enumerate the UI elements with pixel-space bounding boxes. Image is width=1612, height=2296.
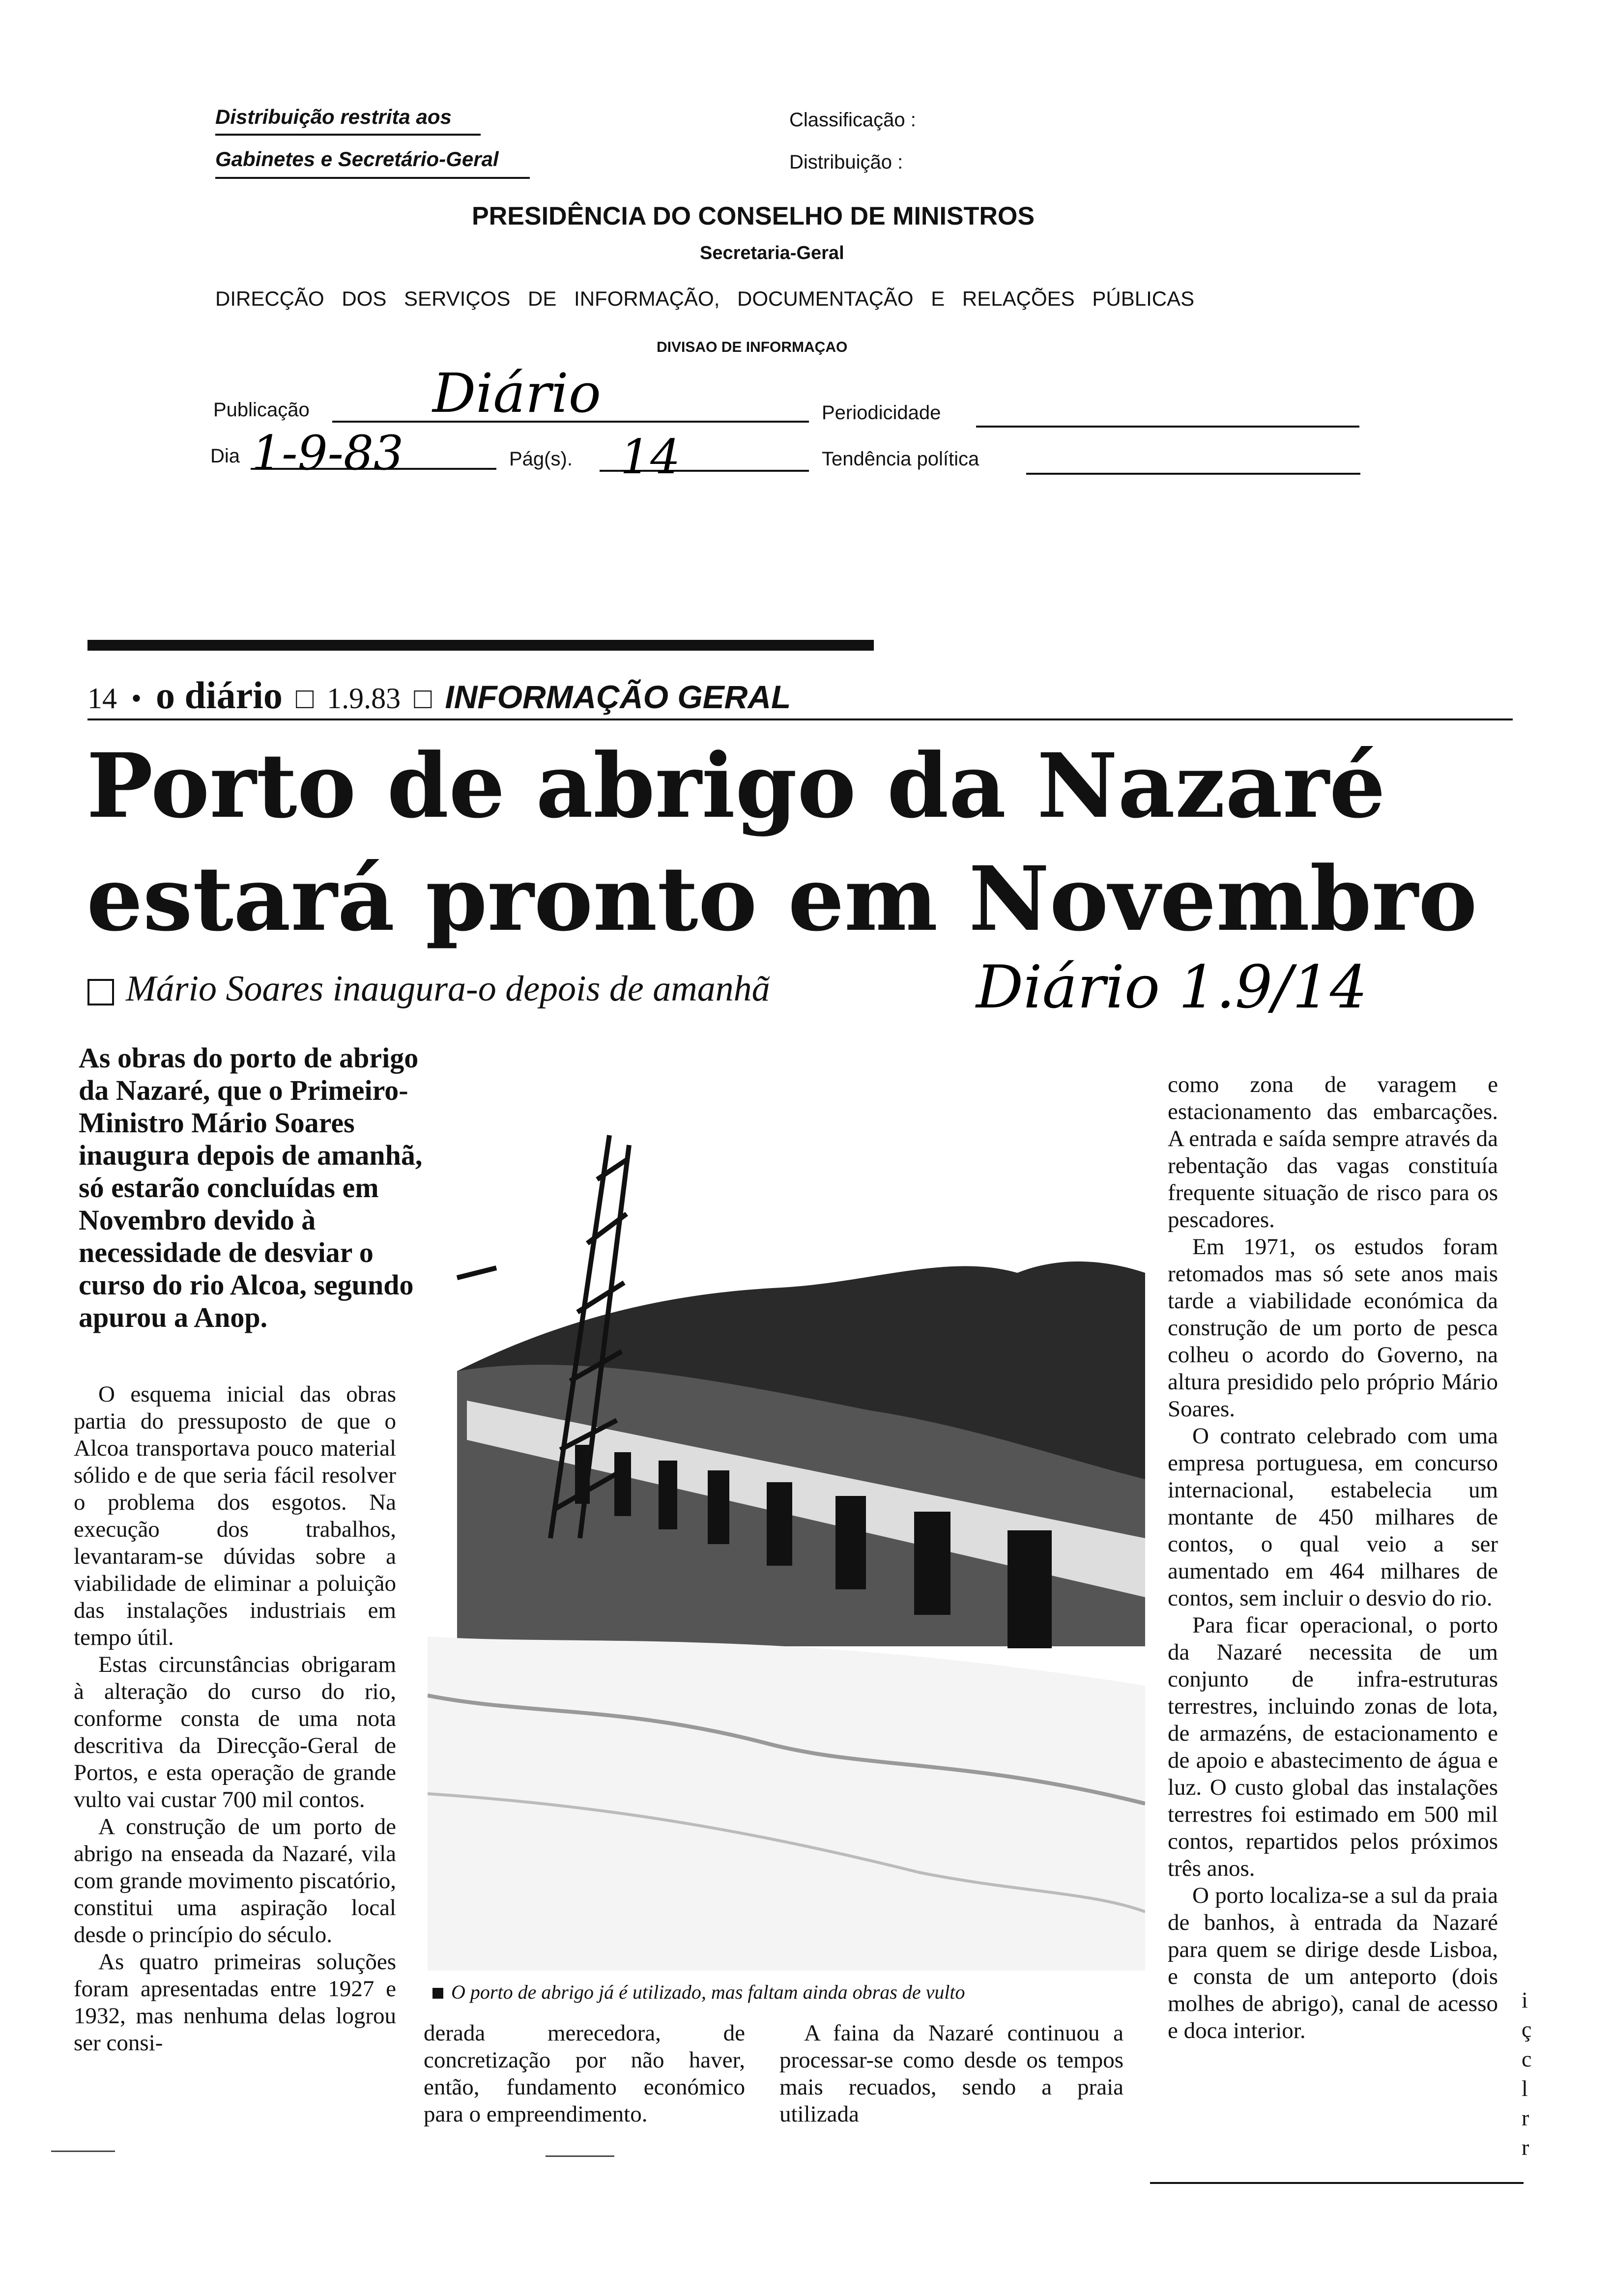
direccao-heading: DIRECÇÃO DOS SERVIÇOS DE INFORMAÇÃO, DOCUMENTAÇÃO E RELAÇÕES PÚBLICAS [215,287,1195,310]
classificacao-label: Classificação : [789,109,916,131]
col1-paragraph: Estas circunstâncias obrigaram à alteração do curso do rio, conforme consta de uma nota descritiva da Direcção-Geral de Portos, e esta operação de grande vulto vai custar 700 mil contos. [74,1652,396,1812]
margin-note-handwritten: Diário 1.9/14 [976,953,1368,1022]
tendencia-label: Tendência política [822,448,979,470]
publicacao-handwritten: Diário [432,362,601,425]
edge-letter: r [1522,2105,1529,2130]
restricted-line-2: Gabinetes e Secretário-Geral [215,147,499,171]
harbour-photo-image [428,1106,1145,1971]
periodicidade-line [976,426,1359,428]
col4-paragraph: O contrato celebrado com uma empresa portuguesa, em concurso internacional, estabelecia um montante de 450 milhares de contos, o qual veio a ser aumentado em 464 milhares de contos, sem incluir o desvio do rio. [1168,1423,1498,1611]
periodicidade-label: Periodicidade [822,402,941,424]
publicacao-label: Publicação [213,399,310,421]
col1-paragraph: O esquema inicial das obras partia do pressuposto de que o Alcoa transportava pouco material sólido e de que seria fácil resolver o problema dos esgotos. Na execução dos trabalhos, levantaram-se dúvidas sobre a viabilidade de eliminar a poluição das instalações industriais em tempo útil. [74,1381,396,1650]
article-title-line-2: estará pronto em Novembro [86,847,1477,951]
subtitle-text: Mário Soares inaugura-o depois de amanhã [126,969,770,1009]
masthead-paper: o diário [156,674,283,717]
col4-paragraph: Em 1971, os estudos foram retomados mas só sete anos mais tarde a viabilidade económica da construção de um porto de pesca colheu o acordo do Governo, na altura presidido pelo próprio Mário Soares. [1168,1234,1498,1422]
caption-bullet-icon [432,1988,443,1999]
article-title-line-1: Porto de abrigo da Nazaré [86,734,1386,838]
col3-paragraph: A faina da Nazaré continuou a processar-se como desde os tempos mais recuados, sendo a praia utilizada [779,2020,1123,2127]
photo-caption [432,1980,965,2004]
tendencia-line [1026,473,1360,475]
dia-handwritten: 1-9-83 [252,426,404,481]
column-3 [779,2020,1123,2128]
column-1 [74,1381,396,2057]
edge-letter: l [1522,2076,1528,2101]
restricted-line-1: Distribuição restrita aos [215,105,452,128]
presidencia-heading: PRESIDÊNCIA DO CONSELHO DE MINISTROS [472,202,1035,230]
col4-paragraph: como zona de varagem e estacionamento das embarcações. A entrada e saída sempre através da rebentação das vagas constituía frequente situação de risco para os pescadores. [1168,1072,1498,1233]
column-2 [424,2020,745,2128]
column-4 [1168,1071,1498,2044]
pags-handwritten: 14 [620,430,681,485]
pags-label: Pág(s). [509,448,573,470]
edge-letter: r [1522,2135,1529,2160]
article-lead: As obras do porto de abrigo da Nazaré, que o Primeiro-Ministro Mário Soares inaugura depois de amanhã, só estarão concluídas em Novembro devido à necessidade de desviar o curso do rio Alcoa, segundo apurou a Anop. [79,1042,423,1333]
masthead-underline [87,718,1513,720]
harbour-photo [428,1106,1145,1971]
divisao-heading: DIVISAO DE INFORMAÇAO [657,339,848,355]
edge-letters [1522,1985,1536,2162]
bottom-rule [1150,2182,1524,2184]
checkbox-icon [87,979,114,1005]
masthead-date: 1.9.83 [327,682,401,715]
article-subtitle [87,968,770,1010]
bottom-rule [51,2151,115,2152]
col2-paragraph: derada merecedora, de concretização por não haver, então, fundamento económico para o empreendimento. [424,2020,745,2127]
masthead-section: INFORMAÇÃO GERAL [445,679,791,715]
col4-paragraph: Para ficar operacional, o porto da Nazaré necessita de um conjunto de infra-estruturas terrestres, incluindo zonas de lota, de armazéns, de estacionamento e de apoio e abastecimento de água e luz. O custo global das instalações terrestres foi estimado em 500 mil contos, repartidos pelos próximos três anos. [1168,1612,1498,1881]
underline [215,134,481,136]
masthead-rule [87,640,874,651]
masthead-page: 14 [87,682,117,715]
edge-letter: i [1522,1987,1528,2012]
underline [215,177,530,179]
col1-paragraph: As quatro primeiras soluções foram apresentadas entre 1927 e 1932, mas nenhuma delas logrou ser consi- [74,1949,396,2056]
caption-text: O porto de abrigo já é utilizado, mas faltam ainda obras de vulto [451,1981,965,2003]
masthead: 14 • o diário □ 1.9.83 □ INFORMAÇÃO GERAL [87,674,791,717]
edge-letter: ç [1522,2017,1532,2042]
secretaria-heading: Secretaria-Geral [700,243,844,263]
col1-paragraph: A construção de um porto de abrigo na enseada da Nazaré, vila com grande movimento piscatório, constitui uma aspiração local desde o princípio do século. [74,1814,396,1948]
edge-letter: c [1522,2046,1532,2071]
col4-paragraph: O porto localiza-se a sul da praia de banhos, à entrada da Nazaré para quem se dirige desde Lisboa, e consta de um anteporto (dois molhes de abrigo), canal de acesso e doca interior. [1168,1883,1498,2043]
dia-label: Dia [210,445,240,467]
distribuicao-label: Distribuição : [789,151,903,173]
bottom-rule [546,2155,614,2157]
